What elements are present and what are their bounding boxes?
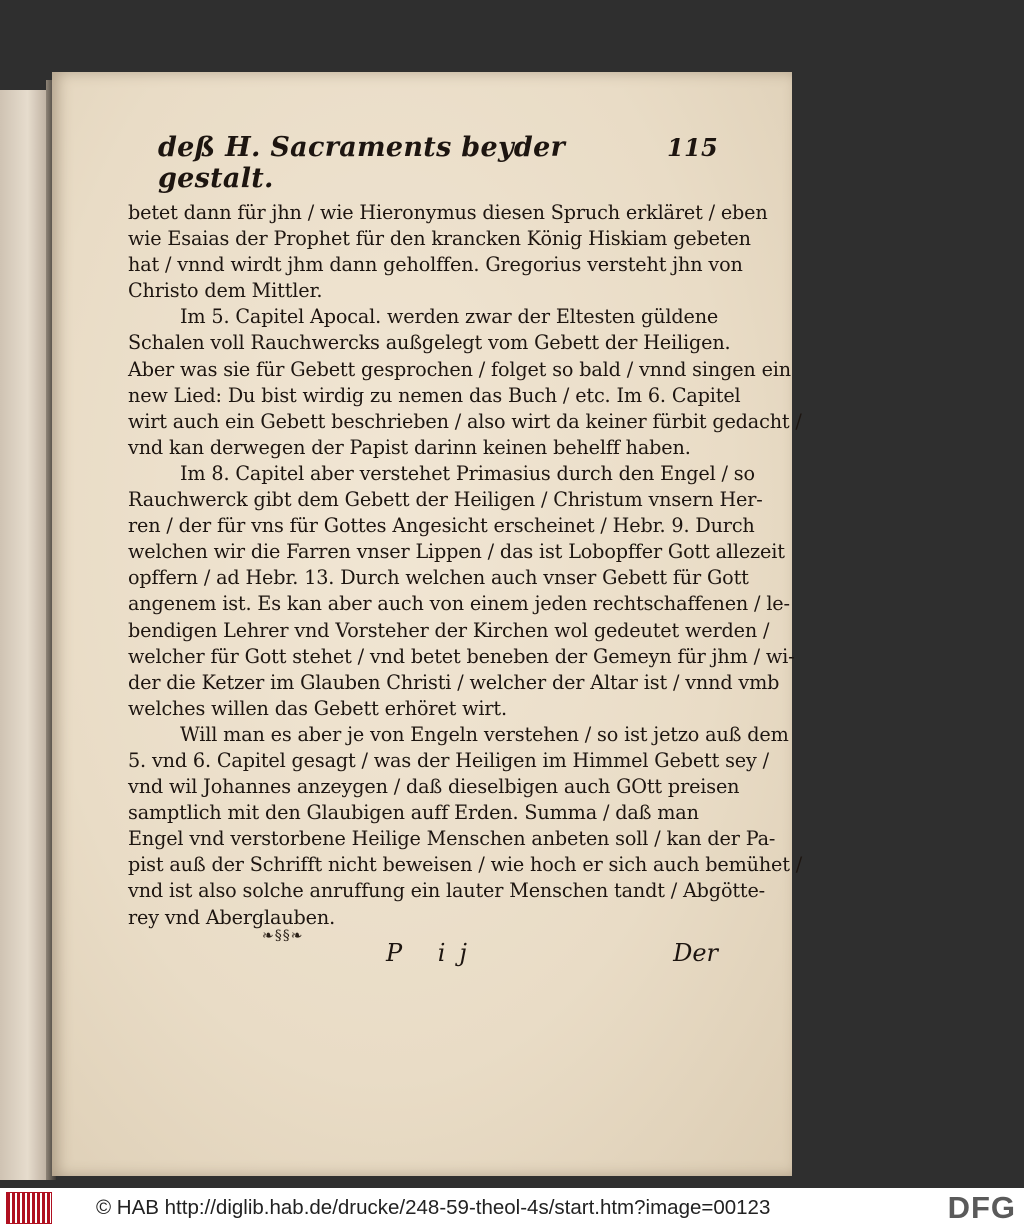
text-line: new Lied: Du bist wirdig zu nemen das Buch / etc. Im 6. Capitel	[128, 383, 741, 407]
text-line: Aber was sie für Gebett gesprochen / folget so bald / vnnd singen ein	[128, 357, 791, 381]
text-line: Engel vnd verstorbene Heilige Menschen anbeten soll / kan der Pa-	[128, 827, 776, 851]
text-line: Rauchwerck gibt dem Gebett der Heiligen / Christum vnsern Her-	[128, 488, 763, 512]
running-head	[158, 132, 718, 194]
text-line: pist auß der Schrifft nicht beweisen / wie hoch er sich auch bemühet /	[128, 853, 803, 877]
text-line: wie Esaias der Prophet für den krancken König Hiskiam gebeten	[128, 227, 751, 251]
hab-barcode-logo	[6, 1192, 52, 1224]
previous-page-edge	[0, 90, 50, 1180]
text-line: vnd ist also solche anruffung ein lauter Menschen tandt / Abgötte-	[128, 879, 766, 903]
printer-ornament: ❧§§❧	[262, 928, 304, 944]
dfg-logo: DFG	[947, 1190, 1016, 1225]
text-line: Christo dem Mittler.	[128, 279, 323, 303]
text-line: betet dann für jhn / wie Hieronymus diesen Spruch erkläret / eben	[128, 201, 768, 224]
catchword: Der	[673, 938, 718, 967]
text-line: bendigen Lehrer vnd Vorsteher der Kirchen wol gedeutet werden /	[128, 618, 770, 642]
text-line: vnd kan derwegen der Papist darinn keinen behelff haben.	[128, 435, 691, 459]
book-page	[52, 72, 803, 1176]
running-head-title: deß H. Sacraments beyder gestalt.	[158, 132, 566, 194]
page-text	[128, 132, 803, 967]
page-foot	[128, 939, 718, 967]
text-line: hat / vnnd wirdt jhm dann geholffen. Gregorius versteht jhn von	[128, 253, 743, 277]
text-line: der die Ketzer im Glauben Christi / welcher der Altar ist / vnnd vmb	[128, 670, 780, 694]
text-lines	[128, 200, 803, 931]
text-line: welchen wir die Farren vnser Lippen / das ist Lobopffer Gott allezeit	[128, 540, 785, 564]
text-line: samptlich mit den Glaubigen auff Erden. Summa / daß man	[128, 801, 699, 825]
text-line: wirt auch ein Gebett beschrieben / also wirt da keiner fürbit gedacht /	[128, 409, 802, 433]
text-line: rey vnd Aberglauben.	[128, 905, 336, 929]
text-line: angenem ist. Es kan aber auch von einem jeden rechtschaffenen / le-	[128, 592, 790, 616]
text-line: vnd wil Johannes anzeygen / daß dieselbigen auch GOtt preisen	[128, 775, 740, 799]
text-line: Im 8. Capitel aber verstehet Primasius durch den Engel / so	[180, 461, 755, 485]
page-number: 115	[667, 133, 718, 162]
text-line: welches willen das Gebett erhöret wirt.	[128, 696, 507, 720]
text-line: Im 5. Capitel Apocal. werden zwar der Eltesten güldene	[180, 305, 719, 329]
text-line: 5. vnd 6. Capitel gesagt / was der Heiligen im Himmel Gebett sey /	[128, 748, 769, 772]
footer-url[interactable]: © HAB http://diglib.hab.de/drucke/248-59-theol-4s/start.htm?image=00123	[96, 1196, 771, 1219]
text-line: Will man es aber je von Engeln verstehen / so ist jetzo auß dem	[180, 722, 789, 746]
footer-bar	[0, 1188, 1024, 1228]
signature-mark: P ij	[386, 938, 481, 967]
text-line: ren / der für vns für Gottes Angesicht erscheinet / Hebr. 9. Durch	[128, 514, 755, 538]
text-line: Schalen voll Rauchwercks außgelegt vom Gebett der Heiligen.	[128, 331, 731, 355]
text-line: opffern / ad Hebr. 13. Durch welchen auch vnser Gebett für Gott	[128, 566, 749, 590]
text-line: welcher für Gott stehet / vnd betet beneben der Gemeyn für jhm / wi-	[128, 644, 795, 668]
